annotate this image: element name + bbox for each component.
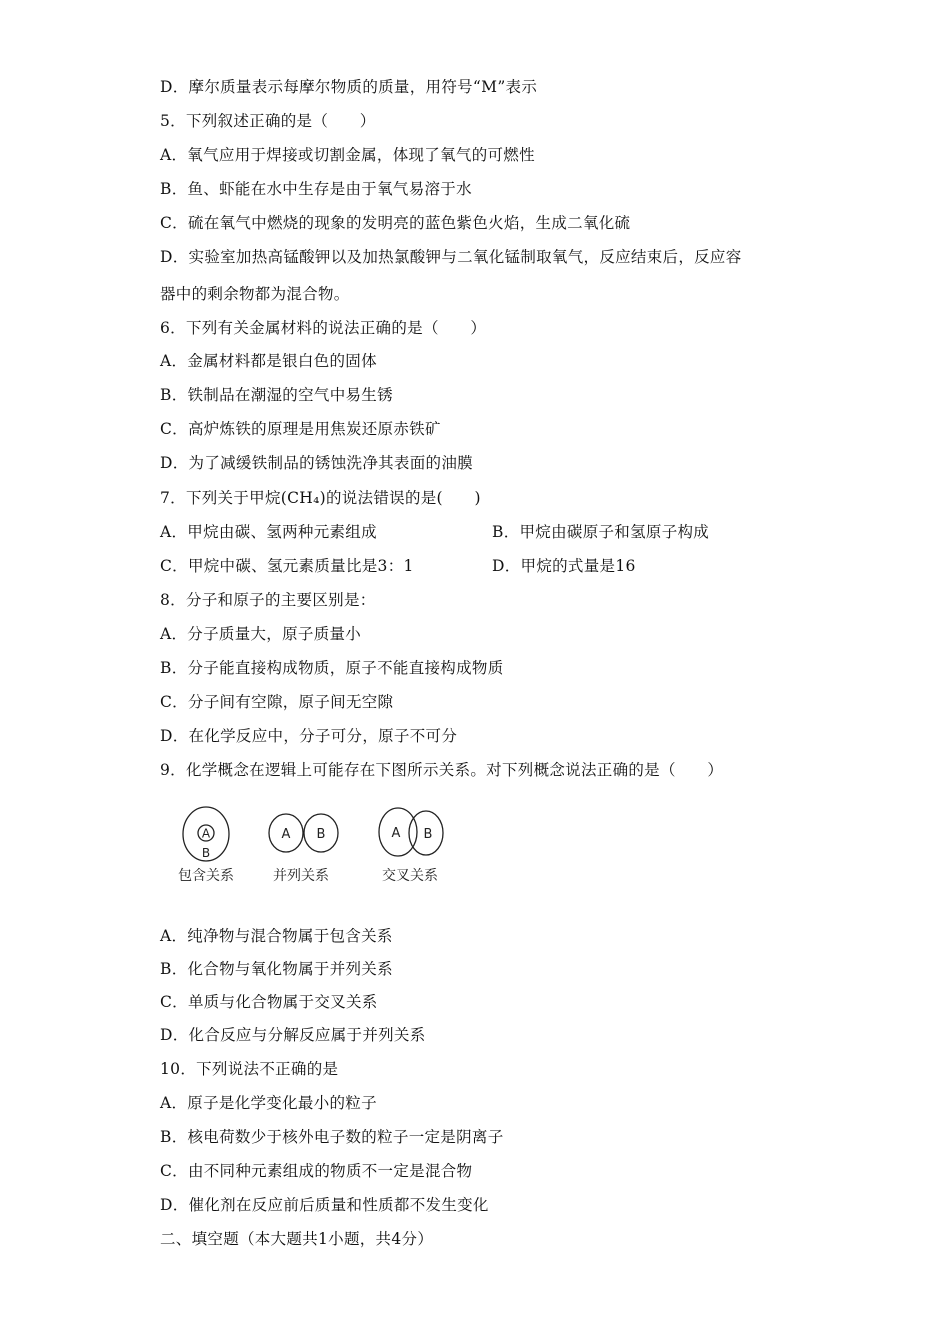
q9-option-d: D．化合反应与分解反应属于并列关系 [160, 1026, 426, 1044]
q5-option-c: C．硫在氧气中燃烧的现象的发明亮的蓝色紫色火焰，生成二氧化硫 [160, 214, 631, 232]
q5-option-b: B．鱼、虾能在水中生存是由于氧气易溶于水 [160, 180, 472, 198]
question-10: 10．下列说法不正确的是 [160, 1060, 339, 1078]
inclusion-label-b: B [201, 846, 211, 860]
q6-option-c: C．高炉炼铁的原理是用焦炭还原赤铁矿 [160, 420, 441, 438]
q7-option-a: A．甲烷由碳、氢两种元素组成 [160, 523, 377, 541]
intersection-relation [379, 808, 443, 884]
question-7: 7．下列关于甲烷(CH₄)的说法错误的是( ) [160, 489, 481, 507]
q8-option-a: A．分子质量大，原子质量小 [160, 625, 362, 643]
inclusion-label-a: A [201, 826, 211, 841]
parallel-caption: 并列关系 [273, 868, 329, 884]
q7-option-d: D．甲烷的式量是16 [492, 557, 636, 575]
q9-option-c: C．单质与化合物属于交叉关系 [160, 993, 378, 1011]
q7-option-b: B．甲烷由碳原子和氢原子构成 [492, 523, 710, 541]
q7-option-c: C．甲烷中碳、氢元素质量比是3：1 [160, 557, 414, 575]
question-9: 9．化学概念在逻辑上可能存在下图所示关系。对下列概念说法正确的是（ ） [160, 761, 724, 779]
q6-option-b: B．铁制品在潮湿的空气中易生锈 [160, 386, 393, 404]
parallel-label-b: B [316, 827, 326, 842]
inclusion-caption: 包含关系 [178, 868, 234, 884]
intersection-caption: 交叉关系 [382, 868, 438, 884]
intersection-label-b: B [423, 827, 433, 842]
intersection-label-a: A [391, 826, 401, 841]
question-6: 6．下列有关金属材料的说法正确的是（ ） [160, 319, 487, 337]
q5-option-d-cont: 器中的剩余物都为混合物。 [160, 285, 350, 303]
q5-option-a: A．氧气应用于焊接或切割金属，体现了氧气的可燃性 [160, 146, 535, 164]
q6-option-a: A．金属材料都是银白色的固体 [160, 352, 377, 370]
inclusion-relation [178, 807, 234, 884]
set-relation-diagram [175, 800, 455, 892]
parallel-relation [269, 814, 338, 884]
q9-option-a: A．纯净物与混合物属于包含关系 [160, 927, 393, 945]
q5-option-d: D．实验室加热高锰酸钾以及加热氯酸钾与二氧化锰制取氧气，反应结束后，反应容 [160, 248, 742, 266]
q9-option-b: B．化合物与氧化物属于并列关系 [160, 960, 393, 978]
q10-option-a: A．原子是化学变化最小的粒子 [160, 1094, 377, 1112]
question-5: 5．下列叙述正确的是（ ） [160, 112, 376, 130]
parallel-label-a: A [281, 827, 291, 842]
section-heading-fill-in: 二、填空题（本大题共1小题，共4分） [160, 1230, 434, 1248]
line-d-molar-mass: D．摩尔质量表示每摩尔物质的质量，用符号“M”表示 [160, 78, 538, 96]
q8-option-d: D．在化学反应中，分子可分，原子不可分 [160, 727, 458, 745]
q8-option-c: C．分子间有空隙，原子间无空隙 [160, 693, 394, 711]
q6-option-d: D．为了减缓铁制品的锈蚀洗净其表面的油膜 [160, 454, 473, 472]
q10-option-c: C．由不同种元素组成的物质不一定是混合物 [160, 1162, 473, 1180]
q8-option-b: B．分子能直接构成物质，原子不能直接构成物质 [160, 659, 504, 677]
question-8: 8．分子和原子的主要区别是： [160, 591, 376, 609]
q10-option-d: D．催化剂在反应前后质量和性质都不发生变化 [160, 1196, 489, 1214]
q10-option-b: B．核电荷数少于核外电子数的粒子一定是阴离子 [160, 1128, 504, 1146]
